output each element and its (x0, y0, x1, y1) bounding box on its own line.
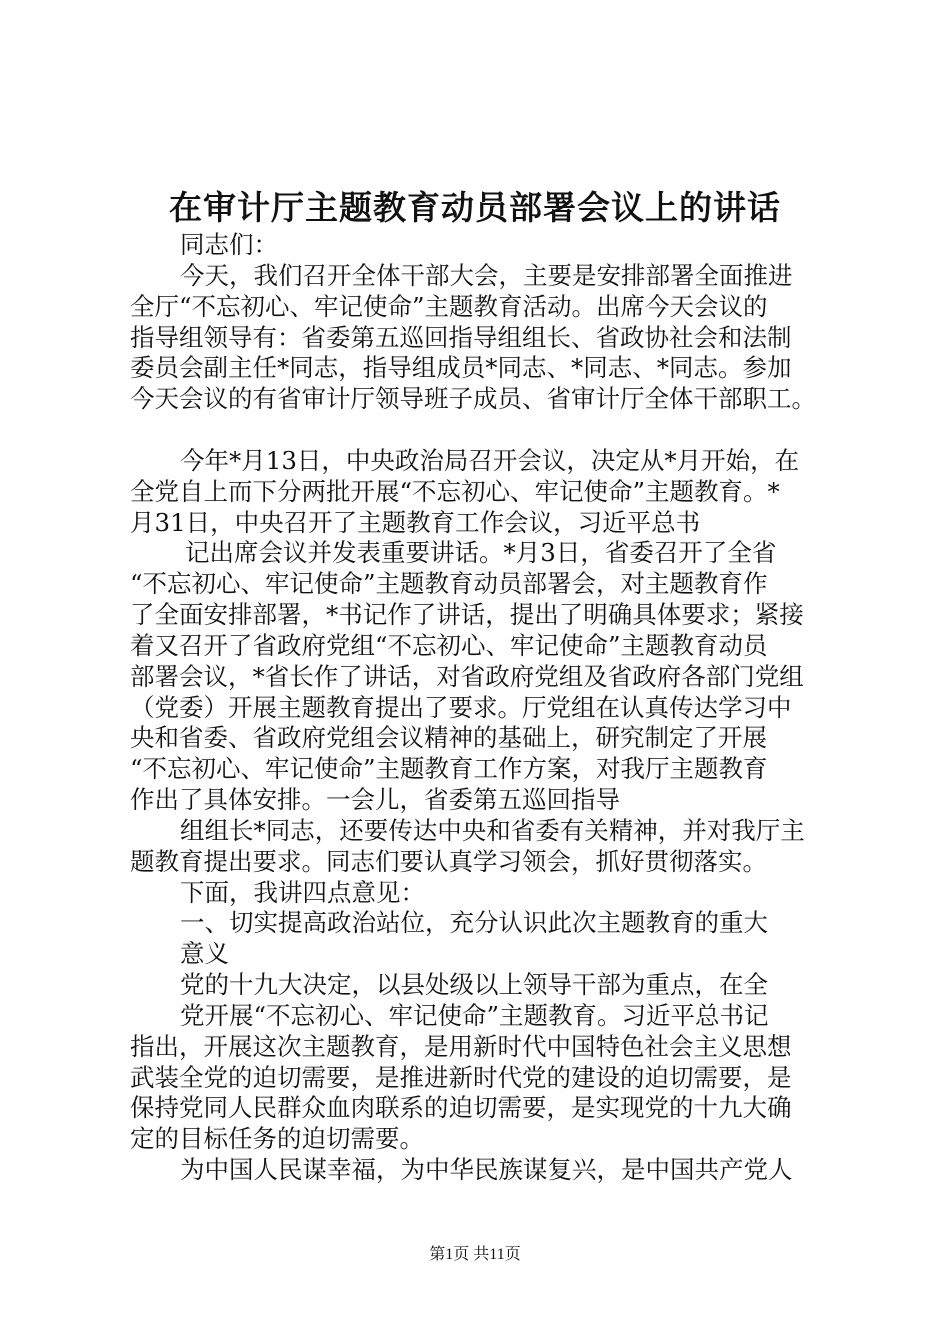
text-line: 党的十九大决定，以县处级以上领导干部为重点，在全 (180, 970, 768, 999)
page-number: 第1页 共11页 (429, 1246, 521, 1263)
text-line: 今年*月13日，中央政治局召开会议，决定从*月开始，在 (180, 446, 800, 475)
section-heading: 意义 (180, 939, 229, 968)
text-line: 着又召开了省政府党组“不忘初心、牢记使命”主题教育动员 (130, 631, 768, 660)
text-line: 今天，我们召开全体干部大会，主要是安排部署全面推进 (180, 261, 793, 290)
text-line: （党委）开展主题教育提出了要求。厅党组在认真传达学习中 (130, 693, 792, 722)
text-line: 为中国人民谋幸福，为中华民族谋复兴，是中国共产党人 (180, 1155, 793, 1184)
text-line: 定的目标任务的迫切需要。 (130, 1124, 424, 1153)
text-line: 保持党同人民群众血肉联系的迫切需要，是实现党的十九大确 (130, 1093, 792, 1122)
text-line: 全党自上而下分两批开展“不忘初心、牢记使命”主题教育。* (130, 477, 780, 506)
text-line: 指导组领导有：省委第五巡回指导组组长、省政协社会和法制 (130, 323, 792, 352)
text-line: 作出了具体安排。一会儿，省委第五巡回指导 (130, 785, 620, 814)
text-line: 党开展“不忘初心、牢记使命”主题教育。习近平总书记 (180, 1001, 769, 1030)
text-line: 月31日，中央召开了主题教育工作会议，习近平总书 (130, 508, 701, 537)
text-line: 指出，开展这次主题教育，是用新时代中国特色社会主义思想 (130, 1032, 792, 1061)
section-heading: 一、切实提高政治站位，充分认识此次主题教育的重大 (180, 908, 768, 937)
text-line: 同志们： (180, 230, 278, 259)
text-line: 武装全党的迫切需要，是推进新时代党的建设的迫切需要，是 (130, 1063, 792, 1092)
text-line: 记出席会议并发表重要讲话。*月3日，省委召开了全省 (185, 538, 777, 567)
text-line: “不忘初心、牢记使命”主题教育动员部署会，对主题教育作 (130, 569, 768, 598)
text-line: 组组长*同志，还要传达中央和省委有关精神，并对我厅主 (180, 816, 805, 845)
text-line: 央和省委、省政府党组会议精神的基础上，研究制定了开展 (130, 723, 767, 752)
document-title: 在审计厅主题教育动员部署会议上的讲话 (169, 188, 781, 227)
text-line: 全厅“不忘初心、牢记使命”主题教育活动。出席今天会议的 (130, 292, 768, 321)
text-line: 了全面安排部署，*书记作了讲话，提出了明确具体要求；紧接 (130, 600, 804, 629)
text-line: 题教育提出要求。同志们要认真学习领会，抓好贯彻落实。 (130, 847, 767, 876)
text-line: 委员会副主任*同志，指导组成员*同志、*同志、*同志。参加 (130, 353, 792, 382)
text-line: 下面，我讲四点意见： (180, 878, 425, 907)
text-line: “不忘初心、牢记使命”主题教育工作方案，对我厅主题教育 (130, 754, 768, 783)
text-line: 部署会议，*省长作了讲话，对省政府党组及省政府各部门党组 (130, 662, 804, 691)
text-line: 今天会议的有省审计厅领导班子成员、省审计厅全体干部职工。 (130, 384, 816, 413)
